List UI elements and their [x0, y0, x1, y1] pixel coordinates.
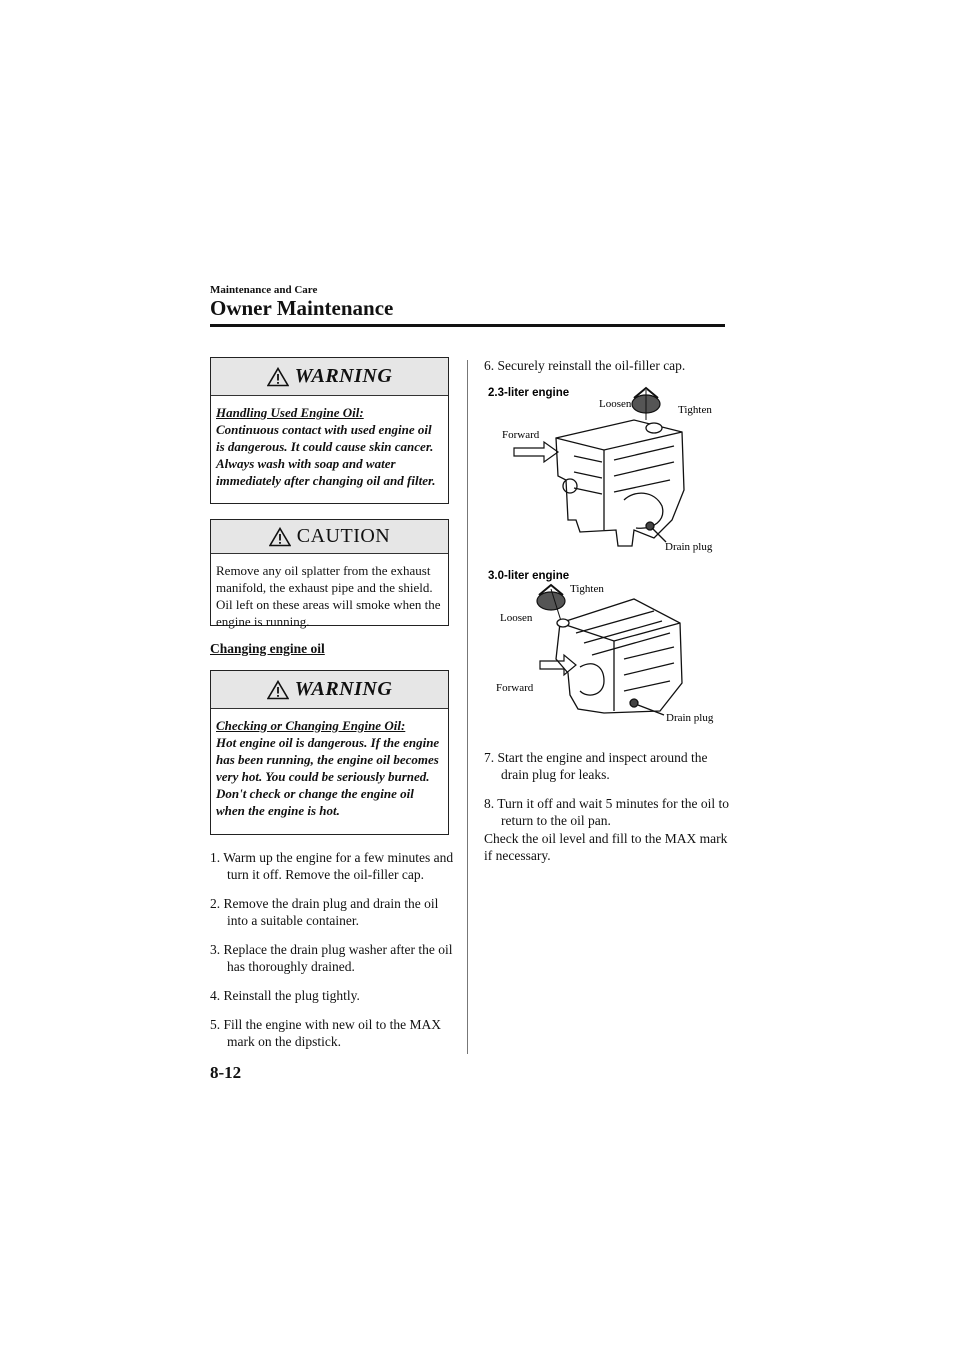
engine-illustration	[556, 420, 684, 546]
loosen-label: Loosen	[500, 612, 533, 624]
drain-plug-label: Drain plug	[665, 541, 713, 553]
engine-figure-2-3-liter	[484, 380, 729, 558]
list-item: 7. Start the engine and inspect around the drain plug for leaks.	[484, 750, 708, 782]
section-label: Maintenance and Care	[210, 284, 318, 296]
warning-subtitle: Handling Used Engine Oil:	[216, 405, 364, 420]
loosen-label: Loosen	[599, 398, 632, 410]
section-subheading: Changing engine oil	[210, 641, 325, 656]
final-note: Check the oil level and fill to the MAX mark if necessary.	[484, 831, 728, 863]
forward-arrow-icon	[540, 655, 576, 675]
forward-label: Forward	[502, 429, 540, 441]
warning-title: WARNING	[294, 365, 393, 387]
figure-label: 3.0-liter engine	[488, 570, 570, 582]
engine-illustration	[556, 599, 682, 715]
list-item: 8. Turn it off and wait 5 minutes for the oil to return to the oil pan.	[484, 796, 729, 828]
rotation-arrows-icon	[632, 388, 660, 420]
engine-figure-3-0-liter	[484, 563, 729, 733]
steps-list-left	[210, 849, 455, 1062]
figure-label: 2.3-liter engine	[488, 387, 570, 399]
warning-body	[211, 709, 448, 829]
page-title: Owner Maintenance	[210, 296, 394, 320]
warning-title: WARNING	[294, 678, 393, 700]
rotation-arrows-icon	[537, 585, 565, 621]
list-item: 3. Replace the drain plug washer after the oil has thoroughly drained.	[210, 942, 453, 974]
warning-box-hot-oil	[210, 670, 449, 835]
caution-box-oil-splatter	[210, 519, 449, 629]
warning-box-used-oil	[210, 357, 449, 504]
caution-text: Remove any oil splatter from the exhaust manifold, the exhaust pipe and the shield. Oil left on these areas will smoke when the engine is running.	[216, 563, 441, 629]
warning-header	[211, 358, 448, 396]
page-number: 8-12	[210, 1063, 242, 1082]
warning-subtitle: Checking or Changing Engine Oil:	[216, 718, 406, 733]
tighten-label: Tighten	[678, 404, 712, 416]
list-item: 6. Securely reinstall the oil-filler cap.	[484, 358, 686, 373]
warning-triangle-icon	[269, 527, 291, 547]
column-divider	[467, 360, 468, 1054]
list-item: 1. Warm up the engine for a few minutes and turn it off. Remove the oil-filler cap.	[210, 850, 454, 882]
list-item: 2. Remove the drain plug and drain the oil into a suitable container.	[210, 896, 439, 928]
forward-arrow-icon	[514, 442, 558, 462]
steps-list-right	[484, 749, 729, 841]
warning-body	[211, 396, 448, 499]
drain-plug-label: Drain plug	[666, 712, 714, 724]
title-rule	[210, 324, 725, 327]
warning-text: Continuous contact with used engine oil is dangerous. It could cause skin cancer. Always wash with soap and water immediately after changing oil and filter.	[216, 422, 436, 488]
warning-header	[211, 671, 448, 709]
forward-label: Forward	[496, 682, 534, 694]
list-item: 4. Reinstall the plug tightly.	[210, 988, 360, 1003]
caution-header	[211, 520, 448, 554]
warning-triangle-icon	[267, 367, 289, 387]
caution-title: CAUTION	[296, 525, 391, 547]
list-item: 5. Fill the engine with new oil to the MAX mark on the dipstick.	[210, 1017, 441, 1049]
tighten-label: Tighten	[570, 583, 604, 595]
warning-text: Hot engine oil is dangerous. If the engine has been running, the engine oil becomes very hot. You could be seriously burned. Don't check or change the engine oil when the engine is hot.	[216, 735, 440, 818]
warning-triangle-icon	[267, 680, 289, 700]
